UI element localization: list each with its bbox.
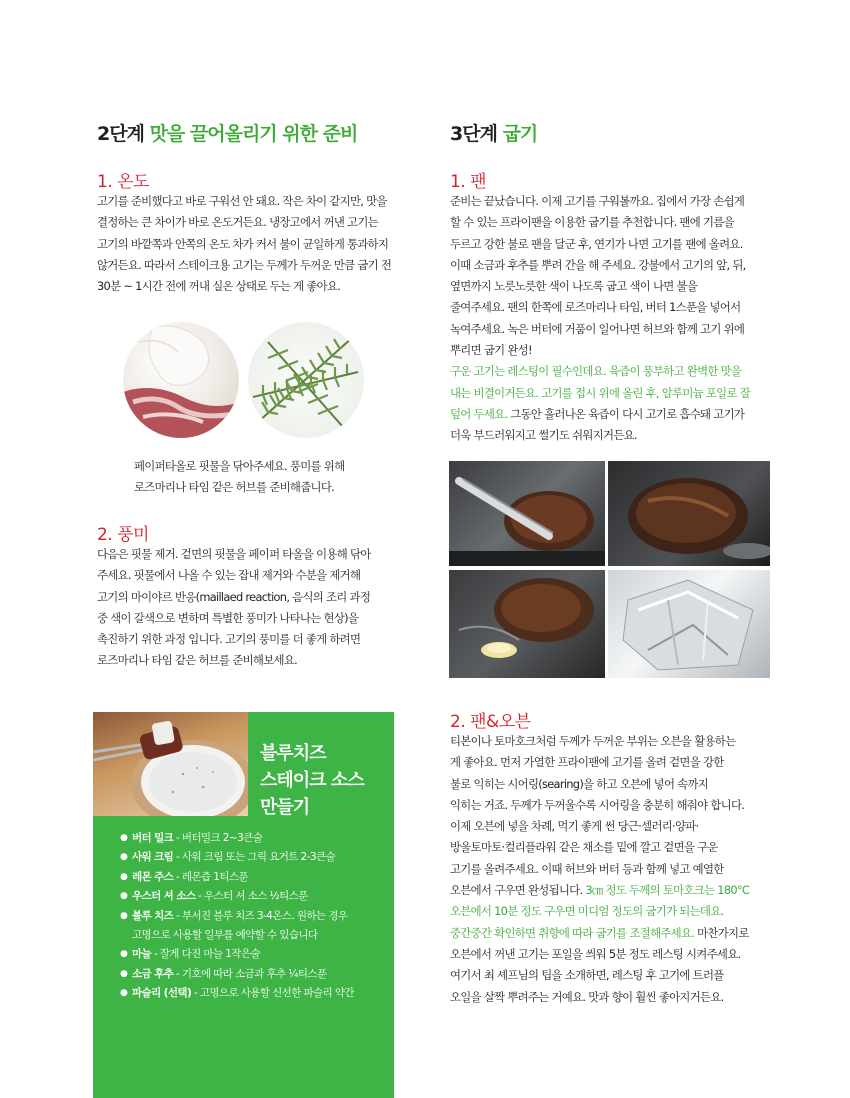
flavor-paragraph — [97, 544, 427, 672]
foil-resting-photo — [608, 570, 770, 678]
ingredient-item: ● 마늘 - 잘게 다진 마늘 1작은술 — [120, 945, 388, 964]
text-line: 게 좋아요. 먼저 가열한 프라이팬에 고기를 올려 겉면을 강한 — [450, 755, 724, 770]
ingredient-list — [120, 829, 388, 1004]
section-title-pan: 1. 팬 — [450, 172, 487, 192]
text-line: 방울토마토·컬리플라워 같은 채소를 밑에 깔고 겉면을 구운 — [450, 840, 718, 855]
text-line: 여기서 최 셰프님의 팁을 소개하면, 레스팅 후 고기에 트러플 — [450, 968, 724, 983]
ingredient-item: ● 레몬 주스 - 레몬즙 1티스푼 — [120, 868, 388, 887]
title-line: 블루치즈 — [260, 743, 326, 764]
text-line: 뿌리면 굽기 완성! — [450, 343, 532, 358]
temperature-paragraph — [97, 191, 427, 297]
title-line: 만들기 — [260, 797, 310, 818]
text-line: 결정하는 큰 차이가 바로 온도거든요. 냉장고에서 꺼낸 고기는 — [97, 215, 378, 230]
text-line: 30분 ~ 1시간 전에 꺼내 실온 상태로 두는 게 좋아요. — [97, 279, 341, 294]
text-line: 로즈마리나 타임 같은 허브를 준비해보세요. — [97, 653, 298, 668]
butter-basting-photo — [449, 570, 605, 678]
text-line: 고기를 준비했다고 바로 구워선 안 돼요. 작은 차이 같지만, 맛을 — [97, 194, 387, 208]
text-line: 더욱 부드러워지고 썰기도 쉬워지거든요. — [450, 428, 637, 443]
section-title-temperature: 1. 온도 — [97, 172, 149, 192]
mixed-line: 오븐에서 구우면 완성됩니다. 3㎝ 정도 두께의 토마호크는 180°C — [450, 883, 750, 898]
text-line: 중 색이 갈색으로 변하며 특별한 풍미가 나타나는 현상)을 — [97, 610, 359, 625]
left-step-title: 맛을 끌어올리기 위한 준비 — [149, 123, 358, 145]
text-line: 옆면까지 노릇노릇한 색이 나도록 굽고 색이 나면 불을 — [450, 279, 698, 294]
paper-towel-meat-photo — [123, 322, 239, 438]
pan-paragraph — [450, 191, 780, 447]
ingredient-item: ● 블루 치즈 - 부서진 블루 치즈 3-4온스. 원하는 경우 고명으로 사용할 일부를 예약할 수 있습니다 — [120, 907, 388, 946]
rosemary-herb-photo — [248, 322, 364, 438]
text-line: 티본이나 토마호크처럼 두께가 두꺼운 부위는 오븐을 활용하는 — [450, 734, 736, 748]
section-title-pan-oven: 2. 팬&오븐 — [450, 712, 531, 732]
ingredient-item: ● 파슬리 (선택) - 고명으로 사용할 신선한 파슬리 약간 — [120, 984, 388, 1003]
text-line: 다음은 핏물 제거. 겉면의 핏물을 페이퍼 타올을 이용해 닦아 — [97, 547, 371, 561]
mixed-line: 중간중간 확인하면 취향에 따라 굽기를 조절해주세요. 마찬가지로 — [450, 925, 749, 940]
right-step-number: 3단계 — [450, 123, 497, 145]
text-line: 고기의 마이야르 반응(maillaed reaction, 음식의 조리 과정 — [97, 589, 371, 604]
text-line: 고기의 바깥쪽과 안쪽의 온도 차가 커서 불이 균일하게 통과하지 — [97, 236, 389, 251]
ingredient-item: ● 소금 후추 - 기호에 따라 소금과 후추 ¼티스푼 — [120, 965, 388, 984]
section-title-flavor: 2. 풍미 — [97, 525, 149, 545]
text-line: 줄여주세요. 팬의 한쪽에 로즈마리나 타임, 버터 1스푼을 넣어서 — [450, 300, 741, 315]
text-line: 녹여주세요. 녹은 버터에 거품이 일어나면 허브와 함께 고기 위에 — [450, 321, 745, 336]
text-line: 주세요. 핏물에서 나올 수 있는 잡내 제거와 수분을 제거해 — [97, 568, 361, 583]
caption-line: 로즈마리나 타임 같은 허브를 준비해줍니다. — [134, 480, 335, 494]
text-line: 오일을 살짝 뿌려주는 거예요. 맛과 향이 훨씬 좋아지거든요. — [450, 989, 724, 1004]
pan-oven-paragraph — [450, 731, 780, 1008]
ingredient-item: ● 사워 크림 - 사워 크림 또는 그릭 요거트 2-3큰술 — [120, 848, 388, 867]
right-step-heading — [450, 119, 537, 146]
right-step-title: 굽기 — [502, 123, 538, 145]
text-line: 두르고 강한 불로 팬을 달군 후, 연기가 나면 고기를 팬에 올려요. — [450, 236, 743, 251]
text-line: 준비는 끝났습니다. 이제 고기를 구워볼까요. 집에서 가장 손쉽게 — [450, 194, 745, 208]
steak-tongs-photo — [449, 461, 605, 566]
ingredient-item: ● 버터 밀크 - 버터밀크 2~3큰술 — [120, 829, 388, 848]
text-line: 이제 오븐에 넣을 차례, 먹기 좋게 썬 당근·셀러리·양파· — [450, 819, 699, 834]
text-line: 고기를 올려주세요. 이때 허브와 버터 등과 함께 넣고 예열한 — [450, 861, 724, 876]
text-line: 익히는 거죠. 두께가 두꺼울수록 시어링을 충분히 해줘야 합니다. — [450, 797, 745, 812]
highlight-line: 내는 비결이거든요. 고기를 접시 위에 올린 후, 알루미늄 포일로 잘 — [450, 385, 751, 400]
highlight-line: 구운 고기는 레스팅이 필수인데요. 육즙이 풍부하고 완벽한 맛을 — [450, 364, 742, 379]
steak-searing-photo — [608, 461, 770, 566]
text-line: 촉진하기 위한 과정 입니다. 고기의 풍미를 더 좋게 하려면 — [97, 632, 361, 647]
text-line: 오븐에서 꺼낸 고기는 포일을 씌워 5분 정도 레스팅 시켜주세요. — [450, 946, 741, 961]
caption-line: 페이퍼타올로 핏물을 닦아주세요. 풍미를 위해 — [134, 459, 345, 473]
highlight-line: 오븐에서 10분 정도 구우면 미디엄 정도의 굽기가 되는데요. — [450, 904, 724, 919]
left-step-heading — [97, 119, 357, 146]
blue-cheese-sauce-photo — [93, 712, 248, 816]
left-step-number: 2단계 — [97, 123, 144, 145]
text-line: 불로 익히는 시어링(searing)을 하고 오븐에 넣어 속까지 — [450, 776, 709, 791]
text-line: 이때 소금과 후추를 뿌려 간을 해 주세요. 강불에서 고기의 앞, 뒤, — [450, 257, 746, 272]
photo-caption — [134, 456, 374, 498]
ingredient-item: ● 우스터 셔 소스 - 우스터 셔 소스 ½티스푼 — [120, 887, 388, 906]
sauce-box-title — [260, 740, 364, 821]
mixed-line: 덮어 두세요. 그동안 흘러나온 육즙이 다시 고기로 흡수돼 고기가 — [450, 406, 745, 421]
title-line: 스테이크 소스 — [260, 770, 364, 791]
text-line: 않거든요. 따라서 스테이크용 고기는 두께가 두꺼운 만큼 굽기 전 — [97, 257, 392, 272]
text-line: 할 수 있는 프라이팬을 이용한 굽기를 추천합니다. 팬에 기름을 — [450, 215, 734, 230]
